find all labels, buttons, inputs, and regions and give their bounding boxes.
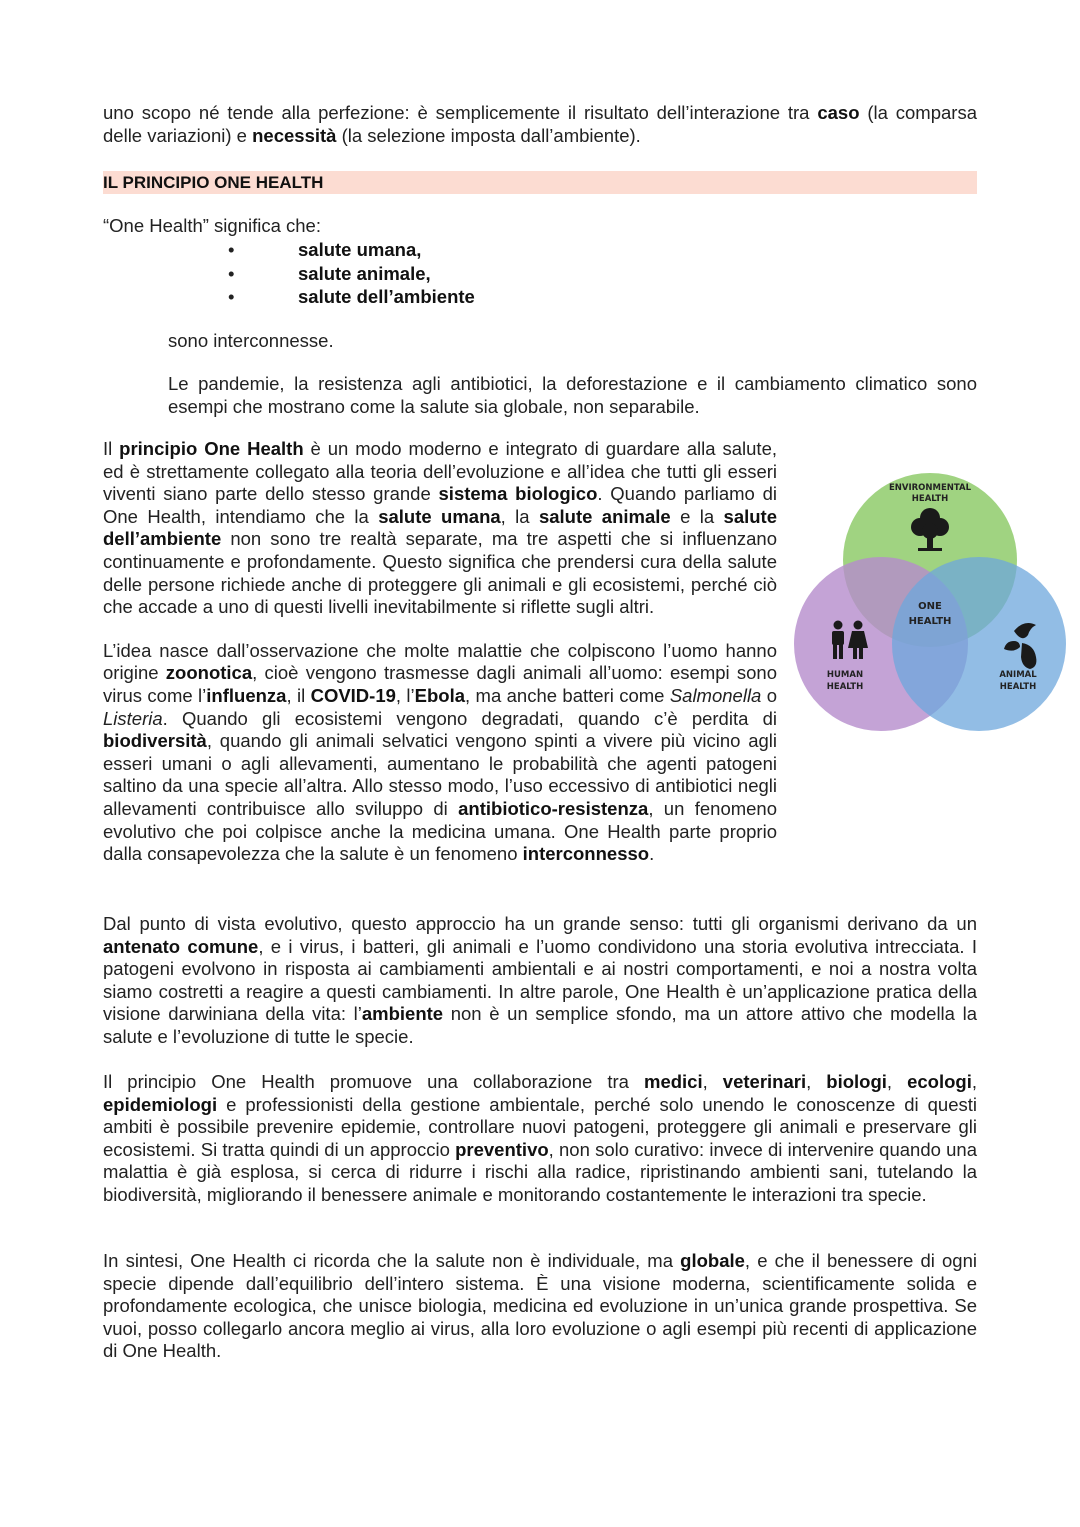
paragraph-one-health: Il principio One Health è un modo moderno e integrato di guardare alla salute, ed è strettamente collegato alla teoria dell’evoluzione e all’idea che tutti gli esseri viventi siano parte dello stesso grande sistema biologico. Quando parliamo di One Health, intendiamo che la salute umana, la salute animale e la salute dell’ambiente non sono tre realtà separate, ma tre aspetti che si influenzano continuamente e profondamente. Questo significa che prendersi cura della salute delle persone richiede anche di proteggere gli animali e gli ecosistemi, perché ciò che accade a uno di questi livelli inevitabilmente si riflette sugli altri. [103, 438, 777, 618]
lead-line: “One Health” significa che: [103, 215, 321, 236]
environmental-label: HEALTH [911, 494, 949, 504]
list-item: • salute animale, [228, 262, 431, 284]
human-label: HUMAN [826, 670, 864, 680]
animal-circle [892, 557, 1066, 731]
human-label: HEALTH [826, 682, 864, 692]
paragraph-collaboration: Il principio One Health promuove una collaborazione tra medici, veterinari, biologi, ecologi, epidemiologi e professionisti della gestione ambientale, perché solo unendo le conoscenze di questi ambiti è possibile prevenire epidemie, controllare nuovi patogeni, proteggere gli animali e preservare gli ecosistemi. Si tratta quindi di un approccio preventivo, non solo curativo: invece di intervenire quando una malattia è già esplosa, si cerca di ridurre i rischi alla radice, ripristinando ambienti sani, tutelando la biodiversità, migliorando il benessere animale e monitorando costantemente le interazioni tra specie. [103, 1071, 977, 1205]
connected-line: sono interconnesse. [168, 330, 334, 351]
center-label: ONE [918, 601, 942, 612]
bullet-list [228, 238, 475, 309]
paragraph-evolution: Dal punto di vista evolutivo, questo approccio ha un grande senso: tutti gli organismi derivano da un antenato comune, e i virus, i batteri, gli animali e l’uomo condividono una storia evolutiva intrecciata. I patogeni evolvono in risposta ai cambiamenti ambientali e ai nostri comportamenti, e noi a nostra volta siamo costretti a reagire a questi cambiamenti. In altre parole, One Health è un’applicazione pratica della visione darwiniana della vita: l’ambiente non è un semplice sfondo, ma un attore attivo che modella la salute e l’evoluzione di tutte le specie. [103, 913, 977, 1047]
list-item: • salute dell’ambiente [228, 286, 475, 307]
pandemics-paragraph: Le pandemie, la resistenza agli antibiotici, la deforestazione e il cambiamento climatico sono esempi che mostrano come la salute sia globale, non separabile. [168, 373, 977, 417]
section-heading: IL PRINCIPIO ONE HEALTH [103, 171, 977, 194]
center-label: HEALTH [908, 616, 952, 627]
paragraph-zoonotic: L’idea nasce dall’osservazione che molte malattie che colpiscono l’uomo hanno origine zoonotica, cioè vengono trasmesse dagli animali all’uomo: esempi sono virus come l’influenza, il COVID-19, l’Ebola, ma anche batteri come Salmonella o Listeria. Quando gli ecosistemi vengono degradati, quando c’è perdita di biodiversità, quando gli animali selvatici vengono spinti a vivere più vicino agli esseri umani o agli allevamenti, aumentano le probabilità che agenti patogeni saltino da una specie all’altra. Allo stesso modo, l’uso eccessivo di antibiotici negli allevamenti contribuisce allo sviluppo di antibiotico-resistenza, un fenomeno evolutivo che poi colpisce anche la medicina umana. One Health parte proprio dalla consapevolezza che la salute è un fenomeno interconnesso. [103, 639, 778, 865]
list-item: • salute umana, [228, 239, 422, 260]
environmental-label: ENVIRONMENTAL [888, 483, 972, 493]
animal-label: ANIMAL [999, 670, 1037, 680]
paragraph-summary: In sintesi, One Health ci ricorda che la salute non è individuale, ma globale, e che il benessere di ogni specie dipende dall’equilibrio dell’intero sistema. È una visione moderna, scientificamente solida e profondamente ecologica, che unisce biologia, medicina ed evoluzione in un’unica grande prospettiva. Se vuoi, posso collegarlo ancora meglio ai virus, alla loro evoluzione o agli esempi più recenti di applicazione di One Health. [103, 1250, 977, 1362]
animal-label: HEALTH [999, 682, 1037, 692]
one-health-venn-diagram [792, 473, 1067, 735]
intro-paragraph: uno scopo né tende alla perfezione: è semplicemente il risultato dell’interazione tra caso (la comparsa delle variazioni) e necessità (la selezione imposta dall’ambiente). [103, 102, 977, 146]
